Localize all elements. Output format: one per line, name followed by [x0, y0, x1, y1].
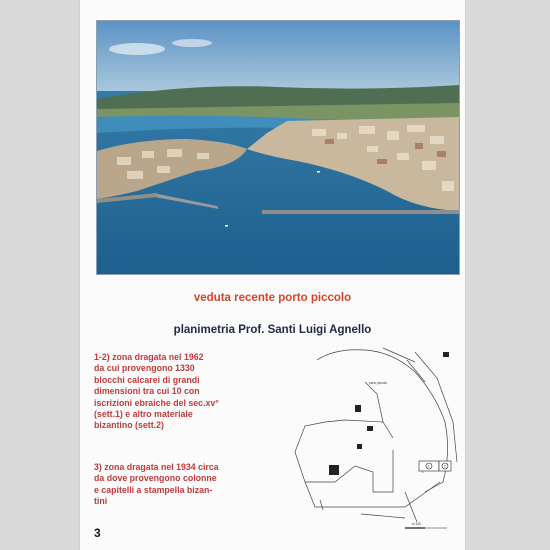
harbor-plan-diagram	[265, 342, 460, 532]
harbor-aerial-photo	[96, 20, 460, 275]
document-page	[80, 0, 465, 550]
note-line: 1-2) zona dragata nel 1962	[94, 352, 204, 362]
porto-label: porto piccolo	[369, 381, 388, 385]
note-line: bizantino (sett.2)	[94, 420, 164, 431]
note-zone-1-2	[94, 352, 259, 432]
note-line: blocchi calcarei di grandi	[94, 374, 200, 385]
note-zone-3	[94, 462, 259, 508]
note-line: da dove provengono colonne	[94, 473, 217, 484]
note-line: tini	[94, 496, 108, 507]
note-line: iscrizioni ebraiche del sec.xv°	[94, 397, 219, 408]
photo-caption: veduta recente porto piccolo	[193, 292, 352, 304]
note-line: dimensioni tra cui 10 con	[94, 386, 200, 397]
zone-label-2: 2	[427, 464, 430, 469]
note-line: e capitelli a stampella bizan-	[94, 484, 213, 495]
scale-label: m 100	[412, 522, 421, 526]
zone-label-1: 1	[422, 470, 424, 474]
note-line: da cui provengono 1330	[94, 363, 195, 374]
note-line: (sett.1) e altro materiale	[94, 409, 193, 420]
page-number: 3	[94, 526, 101, 540]
zone-label-3: 3	[443, 464, 446, 469]
note-line: 3) zona dragata nel 1934 circa	[94, 462, 219, 472]
plan-title: planimetria Prof. Santi Luigi Agnello	[173, 324, 372, 336]
